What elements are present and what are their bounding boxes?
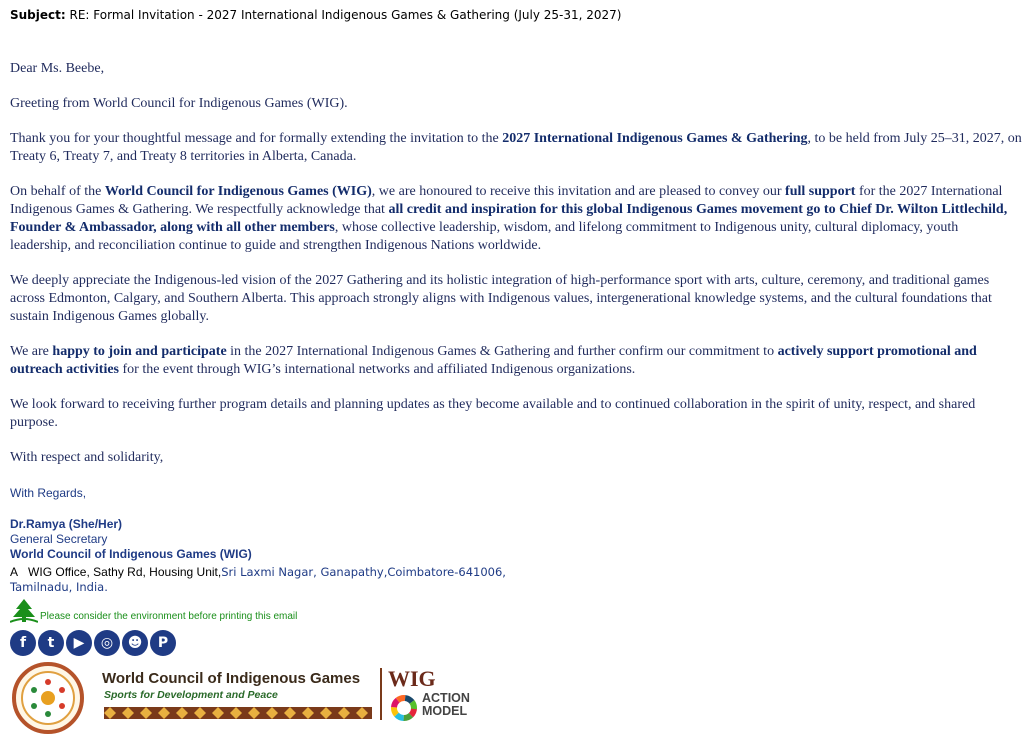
org-name-bold: World Council for Indigenous Games (WIG) [104,184,372,199]
tribal-pattern-strip [104,707,372,719]
model-label: MODEL [422,704,468,718]
regards: With Regards, [10,486,87,500]
youtube-icon[interactable]: ▶ [66,630,92,656]
text-span: , to be held from July 25–31, 2027, on Treaty 6, Treaty 7, and Treaty 8 territories in Alberta, Canada. [10,131,1022,164]
environment-note [10,598,297,624]
pinterest-icon[interactable]: P [150,630,176,656]
social-links [10,630,176,656]
subject-label: Subject: [10,8,66,22]
text-span: Thank you for your thoughtful message and for formally extending the invitation to the [10,131,503,146]
address-line-1 [10,563,506,581]
action-model-text [422,692,470,718]
text-span: , whose collective leadership, wisdom, and lifelong commitment to Indigenous unity, cultural diplomacy, youth leadership, and reconciliation continue to guide and strengthen Indigenous Nations worldwide. [10,220,959,253]
closing-line: With respect and solidarity, [10,450,164,465]
address-part-1: WIG Office, Sathy Rd, Housing Unit, [28,565,222,579]
text-span: On behalf of the [10,184,105,199]
twitter-icon[interactable]: t [38,630,64,656]
text-span: for the event through WIG’s international networks and affiliated Indigenous organizations. [119,362,636,377]
tree-icon [10,598,38,624]
paragraph-support [10,183,1022,255]
text-span: for the 2027 International Indigenous Games & Gathering. We respectfully acknowledge that [10,184,1003,217]
text-span: , we are honoured to receive this invitation and are pleased to convey our [371,184,786,199]
org-tagline: Sports for Development and Peace [104,689,278,701]
address-line-2: Tamilnadu, India. [10,580,108,594]
logo-divider [380,668,382,720]
participate-bold: happy to join and participate [52,344,227,359]
address-label: A [10,565,19,579]
paragraph-vision: We deeply appreciate the Indigenous-led vision of the 2027 Gathering and its holistic integration of high-performance sport with arts, culture, ceremony, and traditional games across Edmonton, Calgary, and Southern Alberta. This approach strongly aligns with Indigenous values, intergenerational knowledge systems, and the cultural foundations that sustain Indigenous Games globally. [10,273,992,324]
signature-block [10,517,252,562]
text-span: in the 2027 International Indigenous Games & Gathering and further confirm our commitment to [226,344,778,359]
reddit-icon[interactable]: ☻ [122,630,148,656]
wig-mark: WIG [388,666,436,691]
full-support-bold: full support [785,184,856,199]
paragraph-closing: We look forward to receiving further program details and planning updates as they become available and to continued collaboration in the spirit of unity, respect, and shared purpose. [10,397,976,430]
wig-logo-banner [10,660,490,734]
environment-text: Please consider the environment before printing this email [40,611,298,622]
greeting: Greeting from World Council for Indigenous Games (WIG). [10,96,348,111]
org-name-logo: World Council of Indigenous Games [102,670,361,687]
paragraph-participation [10,343,1022,379]
credit-bold: all credit and inspiration for this global Indigenous Games movement go to Chief Dr. Wilton Littlechild, Founder & Ambassador, along with all other members [10,202,1008,235]
salutation: Dear Ms. Beebe, [10,61,105,76]
wig-seal-logo [12,662,84,734]
sdg-wheel-icon [390,694,418,722]
email-body [10,60,1022,484]
paragraph-invitation [10,130,1022,166]
event-name-bold: 2027 International Indigenous Games & Gathering [502,131,808,146]
signer-title: General Secretary [10,532,108,546]
text-span: We are [10,344,53,359]
signer-org: World Council of Indigenous Games (WIG) [10,547,252,561]
action-label: ACTION [422,691,470,705]
instagram-icon[interactable]: ◎ [94,630,120,656]
promotion-bold: actively support promotional and outreach activities [10,344,977,377]
facebook-icon[interactable]: f [10,630,36,656]
address-part-2: Sri Laxmi Nagar, Ganapathy,Coimbatore-641006, [221,565,506,579]
signer-name: Dr.Ramya (She/Her) [10,517,123,531]
email-subject [10,8,622,22]
subject-text: RE: Formal Invitation - 2027 International Indigenous Games & Gathering (July 25-31, 2027) [69,8,622,22]
